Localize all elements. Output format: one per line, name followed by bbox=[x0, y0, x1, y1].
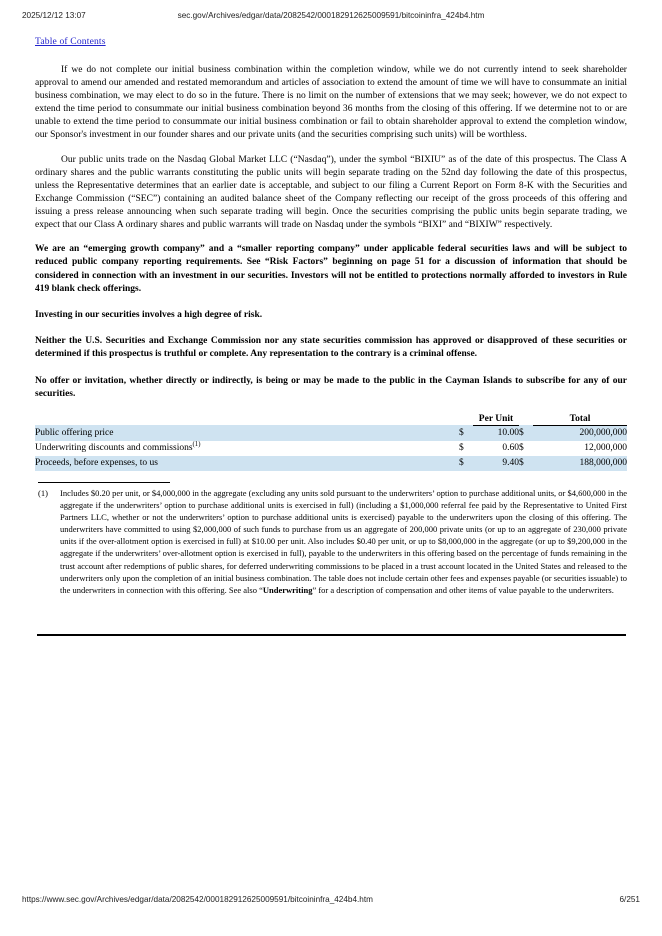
row-per-unit-currency: $ bbox=[459, 442, 464, 453]
paragraph-risk-statement: Investing in our securities involves a high degree of risk. bbox=[35, 309, 263, 320]
row-total-currency: $ bbox=[519, 425, 533, 441]
table-row bbox=[35, 456, 627, 471]
row-total-value: 188,000,000 bbox=[533, 456, 627, 471]
footnote-marker: (1) bbox=[38, 487, 48, 498]
table-header-row bbox=[35, 414, 627, 426]
paragraph-sec-disclaimer: Neither the U.S. Securities and Exchange Commission nor any state securities commission has approved or disapproved of these securities or determined if this prospectus is truthful or complete. Any representation to the contrary is a criminal offense. bbox=[35, 336, 627, 360]
document-page bbox=[35, 31, 627, 596]
table-header-spacer-2 bbox=[519, 414, 533, 426]
row-total-value: 200,000,000 bbox=[533, 425, 627, 441]
print-header-url: sec.gov/Archives/edgar/data/2082542/000182912625009591/bitcoininfra_424b4.htm bbox=[177, 11, 485, 20]
footnote-text-part-2: ” for a description of compensation and other items of value payable to the underwriters. bbox=[312, 584, 614, 595]
paragraph-nasdaq-listing: Our public units trade on the Nasdaq Global Market LLC (“Nasdaq”), under the symbol “BIXIU” as of the date of this prospectus. The Class A ordinary shares and the public warrants constituting the public units will begin separate trading on the 52nd day following the date of this prospectus, unless the Representative determines that an earlier date is acceptable, and subject to our filing a Current Report on Form 8-K with the Securities and Exchange Commission (“SEC”) containing an audited balance sheet of the Company reflecting our receipt of the gross proceeds of this offering and issuing a press release announcing when such separate trading will begin. Once the securities comprising the public units begin separate trading, we expect that our Class A ordinary shares and public warrants will trade on Nasdaq under the symbols “BIXI” and “BIXIW” respectively. bbox=[35, 154, 627, 231]
print-header bbox=[0, 11, 662, 25]
table-header-spacer-1 bbox=[459, 414, 473, 426]
footnote-1 bbox=[35, 487, 627, 596]
row-per-unit-value: 0.60 bbox=[502, 442, 519, 453]
row-label: Proceeds, before expenses, to us bbox=[35, 456, 459, 471]
footnote-text-part-1: Includes $0.20 per unit, or $4,000,000 in the aggregate (excluding any units sold pursuant to the underwriters’ option to purchase additional units, or $4,600,000 in the aggregate if the underwriters’ option to purchase additional units is exercised in full) (including a $1,000,000 referral fee paid by the Representative to United First Partners LLC, whether or not the underwriters’ option to purchase additional units is exercised) payable to the underwriters upon the closing of this offering. The underwriters have committed to using $2,000,000 of such funds to purchase from us an aggregate of 200,000 private units (or up to an aggregate of 230,000 private units if the over-allotment option is exercised in full) at $10.00 per unit. Also includes $0.40 per unit, or up to $8,000,000 in the aggregate (or up to $9,200,000 in the aggregate if the underwriters’ over-allotment option is exercised in full), payable to the underwriters in this offering based on the percentage of funds remaining in the trust account after redemptions of public shares, for deferred underwriting commissions to be placed in a trust account located in the United States and released to the underwriters only upon the completion of an initial business combination. The table does not include certain other fees and expenses payable (or securities issuable) to the underwriters in connection with this offering. See also “ bbox=[60, 487, 627, 595]
row-total-value: 12,000,000 bbox=[584, 442, 627, 453]
row-per-unit-currency: $ bbox=[459, 456, 473, 471]
print-footer-url: https://www.sec.gov/Archives/edgar/data/2082542/000182912625009591/bitcoininfra_424b4.htm bbox=[22, 895, 373, 904]
row-label bbox=[35, 441, 459, 456]
page-bottom-rule bbox=[37, 634, 626, 636]
table-row bbox=[35, 441, 627, 456]
print-header-timestamp: 2025/12/12 13:07 bbox=[22, 11, 86, 20]
footnote-reference: (1) bbox=[192, 440, 201, 448]
row-total-currency: $ bbox=[519, 442, 524, 453]
paragraph-completion-window: If we do not complete our initial business combination within the completion window, while we do not currently intend to seek shareholder approval to amend our amended and restated memorandum and articles of association to extend the amount of time we will have to consummate an initial business combination, we may elect to do so in the future. There is no limit on the number of extensions that we may seek; however, we do not expect to extend the time period to consummate our initial business combination beyond 36 months from the closing of this offering. If we determine not to or are unable to extend the time period to consummate our initial business combination or fail to obtain shareholder approval to extend the completion window, our Sponsor's investment in our founder shares and our private units (and the securities comprising such units) will be worthless. bbox=[35, 65, 627, 141]
print-footer-page-number: 6/251 bbox=[619, 895, 640, 904]
row-per-unit-value: 9.40 bbox=[473, 456, 519, 471]
table-of-contents-link[interactable]: Table of Contents bbox=[35, 36, 106, 47]
footnote-bold-term: Underwriting bbox=[262, 584, 313, 595]
footnote-text bbox=[60, 487, 627, 596]
offering-price-table bbox=[35, 414, 627, 471]
footnote-divider bbox=[38, 482, 170, 483]
row-per-unit-currency: $ bbox=[459, 425, 473, 441]
table-body bbox=[35, 425, 627, 471]
table-header-label bbox=[35, 414, 459, 426]
table-header-per-unit: Per Unit bbox=[473, 414, 519, 426]
table-header-total: Total bbox=[533, 414, 627, 426]
print-footer bbox=[0, 895, 662, 909]
row-total-currency: $ bbox=[519, 456, 533, 471]
table-row bbox=[35, 425, 627, 441]
row-per-unit-value: 10.00 bbox=[473, 425, 519, 441]
row-label-text: Underwriting discounts and commissions bbox=[35, 442, 193, 453]
row-label: Public offering price bbox=[35, 425, 459, 441]
paragraph-cayman-islands-notice: No offer or invitation, whether directly or indirectly, is being or may be made to the public in the Cayman Islands to subscribe for any of our securities. bbox=[35, 375, 627, 399]
paragraph-emerging-growth-company: We are an “emerging growth company” and a “smaller reporting company” under applicable federal securities laws and will be subject to reduced public company reporting requirements. See “Risk Factors” beginning on page 51 for a discussion of information that should be considered in connection with an investment in our securities. Investors will not be entitled to protections normally afforded to investors in Rule 419 blank check offerings. bbox=[35, 244, 627, 294]
